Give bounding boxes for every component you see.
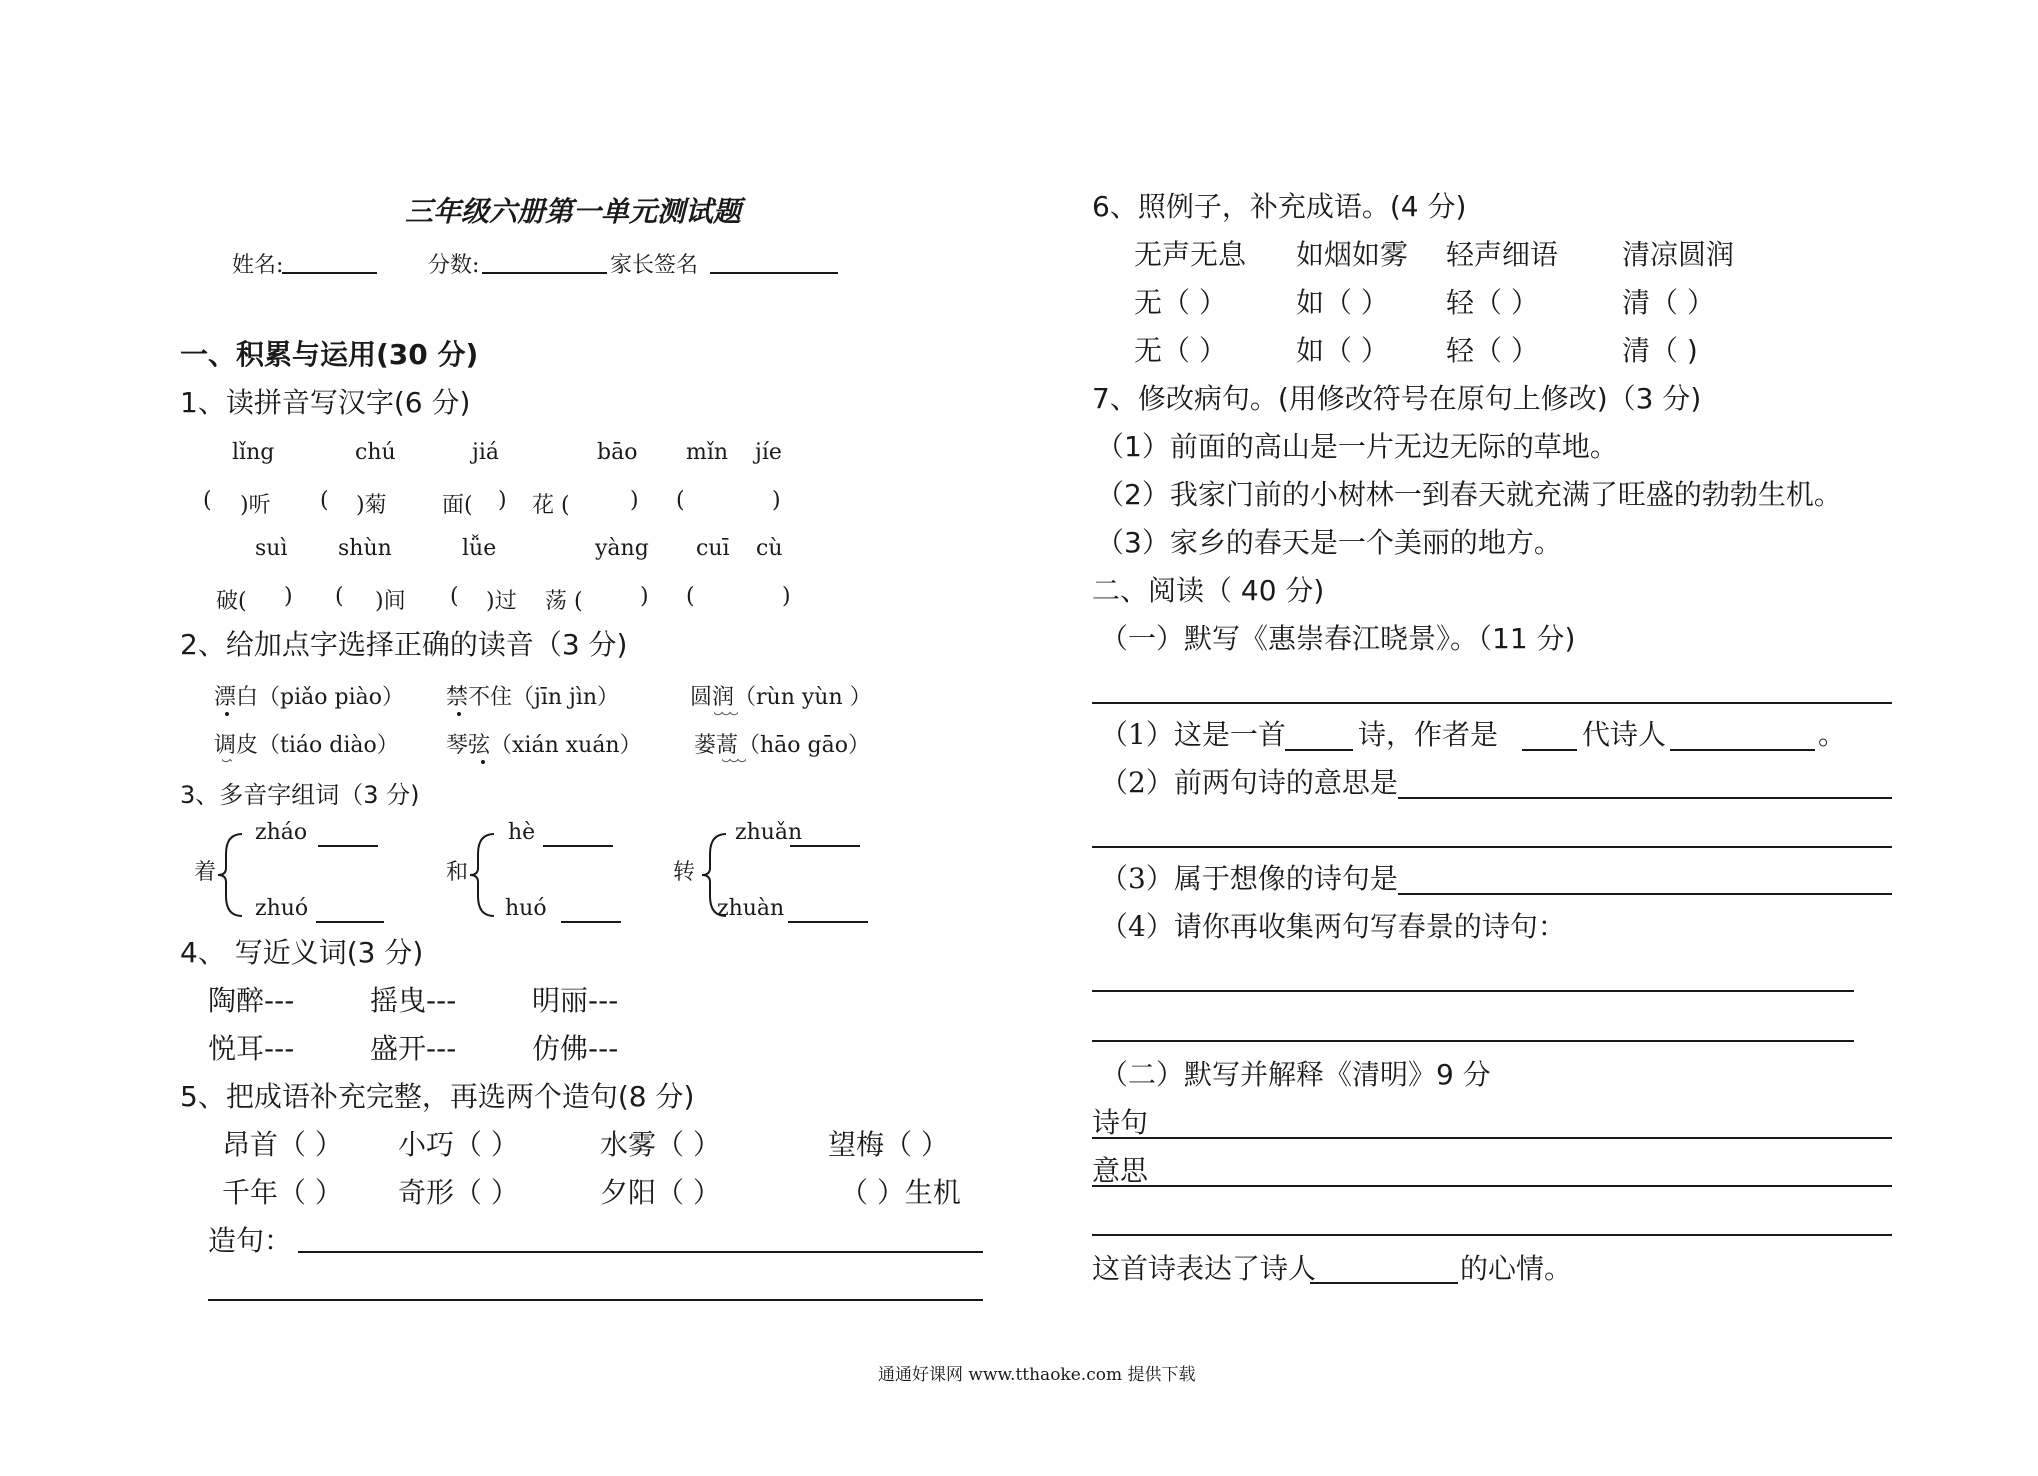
blank-open[interactable]: ( [450,584,459,609]
pinyin: chú [355,440,396,465]
section-1-heading: 一、积累与运用(30 分) [180,338,479,371]
idiom-blank[interactable]: 望梅（ ） [828,1128,949,1161]
meaning-label: 意思 [1092,1154,1149,1187]
reading-word: 圆润（rùn yùn ） [690,685,872,710]
pinyin: suì [255,536,288,561]
synonym-item: 盛开--- [370,1032,457,1065]
answer-line[interactable] [1092,1234,1892,1236]
emphasis-dot [481,760,485,764]
answer-line[interactable] [1092,702,1892,704]
blank-close[interactable]: )菊 [356,493,387,518]
answer-line[interactable] [1285,749,1353,751]
pinyin: cuī [696,536,730,561]
synonym-item: 陶醉--- [208,984,295,1017]
blank-open[interactable]: 破( [216,589,247,614]
faulty-sentence: （2）我家门前的小树林一到春天就充满了旺盛的勃勃生机。 [1096,478,1842,511]
pinyin: cù [756,536,783,561]
answer-line[interactable] [1310,1282,1458,1284]
blank-close[interactable]: ) [498,488,507,513]
brace-icon [216,830,246,920]
blank-open[interactable]: 荡 ( [545,589,583,614]
answer-line[interactable] [1092,1185,1892,1187]
reading-word: 琴弦（xián xuán） [446,733,642,758]
q1-title: 1、读拼音写汉字(6 分) [180,386,471,419]
example-idiom: 轻声细语 [1446,238,1559,271]
idiom-blank[interactable]: 轻（ ） [1446,286,1539,319]
wavy-underline [722,758,746,764]
answer-line[interactable] [543,845,613,847]
idiom-blank[interactable]: 轻（ ） [1446,334,1539,367]
q3-title: 3、多音字组词（3 分) [180,781,420,809]
blank-close[interactable]: )间 [375,589,406,614]
pinyin: zháo [255,820,308,845]
q6-title: 6、照例子，补充成语。(4 分) [1092,190,1467,223]
answer-line[interactable] [1522,749,1577,751]
blank-close[interactable]: ) [284,584,293,609]
idiom-blank[interactable]: 清（ ） [1622,286,1715,319]
sentence-line[interactable] [298,1251,983,1253]
blank-close[interactable]: )听 [240,493,271,518]
q7-title: 7、修改病句。(用修改符号在原句上修改)（3 分) [1092,382,1702,415]
q4-title: 4、 写近义词(3 分) [180,936,424,969]
parent-sign-label: 家长签名 [610,253,699,278]
pinyin: lǚe [462,536,497,561]
emphasis-dot [457,712,461,716]
polyphone-char: 着 [194,860,217,885]
reading-word: 禁不住（jīn jìn） [446,685,620,710]
question-text: 这首诗表达了诗人 [1092,1252,1317,1285]
pinyin: mǐn [686,440,729,465]
faulty-sentence: （1）前面的高山是一片无边无际的草地。 [1096,430,1618,463]
question-text: 的心情。 [1460,1252,1573,1285]
pinyin: lǐng [232,440,275,465]
question-text: 代诗人 [1582,718,1667,751]
blank-open[interactable]: 面( [442,493,473,518]
answer-line[interactable] [316,921,384,923]
sentence-label: 造句： [208,1224,293,1257]
idiom-blank[interactable]: 清（ ) [1622,334,1698,367]
parent-sign-line[interactable] [710,272,838,274]
part-1-title: （一）默写《惠崇春江晓景》。（11 分) [1100,622,1576,655]
poem-label: 诗句 [1092,1106,1149,1139]
pinyin: zhuǎn [735,820,803,845]
blank-close[interactable]: ) [640,584,649,609]
name-line[interactable] [282,272,377,274]
idiom-blank[interactable]: 小巧（ ） [398,1128,519,1161]
faulty-sentence: （3）家乡的春天是一个美丽的地方。 [1096,526,1562,559]
synonym-item: 仿佛--- [532,1032,619,1065]
page-title: 三年级六册第一单元测试题 [405,195,742,228]
score-line[interactable] [482,272,607,274]
reading-word: 调皮（tiáo diào） [214,733,399,758]
blank-open[interactable]: ( [335,584,344,609]
part-2-title: （二）默写并解释《清明》9 分 [1100,1058,1491,1091]
question-text: 诗，作者是 [1358,718,1499,751]
question-text: （3）属于想像的诗句是 [1100,862,1398,895]
idiom-blank[interactable]: 夕阳（ ） [600,1176,721,1209]
answer-line[interactable] [790,845,860,847]
question-text: （1）这是一首 [1100,718,1286,751]
answer-line[interactable] [1092,990,1854,992]
idiom-blank[interactable]: 无（ ） [1134,286,1227,319]
answer-line[interactable] [788,921,868,923]
pinyin: bāo [597,440,638,465]
blank-close[interactable]: ) [782,584,791,609]
wavy-underline [222,758,232,764]
score-label: 分数: [428,253,480,278]
blank-open[interactable]: ( [203,488,212,513]
answer-line[interactable] [1092,1040,1854,1042]
answer-line[interactable] [1092,846,1892,848]
answer-line[interactable] [1670,749,1815,751]
answer-line[interactable] [1398,893,1892,895]
footer-credit: 通通好课网 www.tthaoke.com 提供下载 [878,1365,1196,1385]
pinyin: hè [508,820,536,845]
blank-close[interactable]: ) [772,488,781,513]
blank-open[interactable]: ( [676,488,685,513]
answer-line[interactable] [561,921,621,923]
brace-icon [468,830,498,920]
pinyin: jiá [472,440,499,465]
q2-title: 2、给加点字选择正确的读音（3 分) [180,628,628,661]
pinyin: shùn [338,536,392,561]
example-idiom: 如烟如雾 [1296,238,1409,271]
example-idiom: 清凉圆润 [1622,238,1735,271]
wavy-underline [714,711,738,717]
blank-open[interactable]: ( [686,584,695,609]
synonym-item: 摇曳--- [370,984,457,1017]
example-idiom: 无声无息 [1134,238,1247,271]
pinyin: huó [505,896,547,921]
sentence-line[interactable] [208,1299,983,1301]
idiom-blank[interactable]: 如（ ） [1296,334,1389,367]
pinyin: yàng [595,536,649,561]
reading-word: 蒌蒿（hāo gāo） [694,733,870,758]
answer-line[interactable] [318,845,378,847]
reading-word: 漂白（piǎo piào） [214,685,404,710]
question-text: 。 [1818,718,1847,751]
pinyin: jíe [755,440,782,465]
polyphone-char: 和 [446,860,469,885]
blank-close[interactable]: )过 [486,589,517,614]
idiom-blank[interactable]: 如（ ） [1296,286,1389,319]
answer-line[interactable] [1398,797,1892,799]
synonym-item: 悦耳--- [208,1032,295,1065]
idiom-blank[interactable]: 无（ ） [1134,334,1227,367]
idiom-blank[interactable]: 昂首（ ） [222,1128,343,1161]
question-text: （2）前两句诗的意思是 [1100,766,1398,799]
blank-open[interactable]: ( [320,488,329,513]
question-text: （4）请你再收集两句写春景的诗句： [1100,910,1566,943]
section-2-heading: 二、阅读（ 40 分) [1092,574,1325,607]
idiom-blank[interactable]: 千年（ ） [222,1176,343,1209]
blank-close[interactable]: ) [630,488,639,513]
q5-title: 5、把成语补充完整，再选两个造句(8 分) [180,1080,695,1113]
idiom-blank[interactable]: 水雾（ ） [600,1128,721,1161]
blank-open[interactable]: 花 ( [532,493,570,518]
idiom-blank[interactable]: （ ）生机 [840,1176,961,1209]
polyphone-char: 转 [673,860,696,885]
pinyin: zhuàn [717,896,785,921]
idiom-blank[interactable]: 奇形（ ） [398,1176,519,1209]
answer-line[interactable] [1092,1137,1892,1139]
name-label: 姓名: [232,253,284,278]
pinyin: zhuó [255,896,309,921]
emphasis-dot [225,712,229,716]
synonym-item: 明丽--- [532,984,619,1017]
